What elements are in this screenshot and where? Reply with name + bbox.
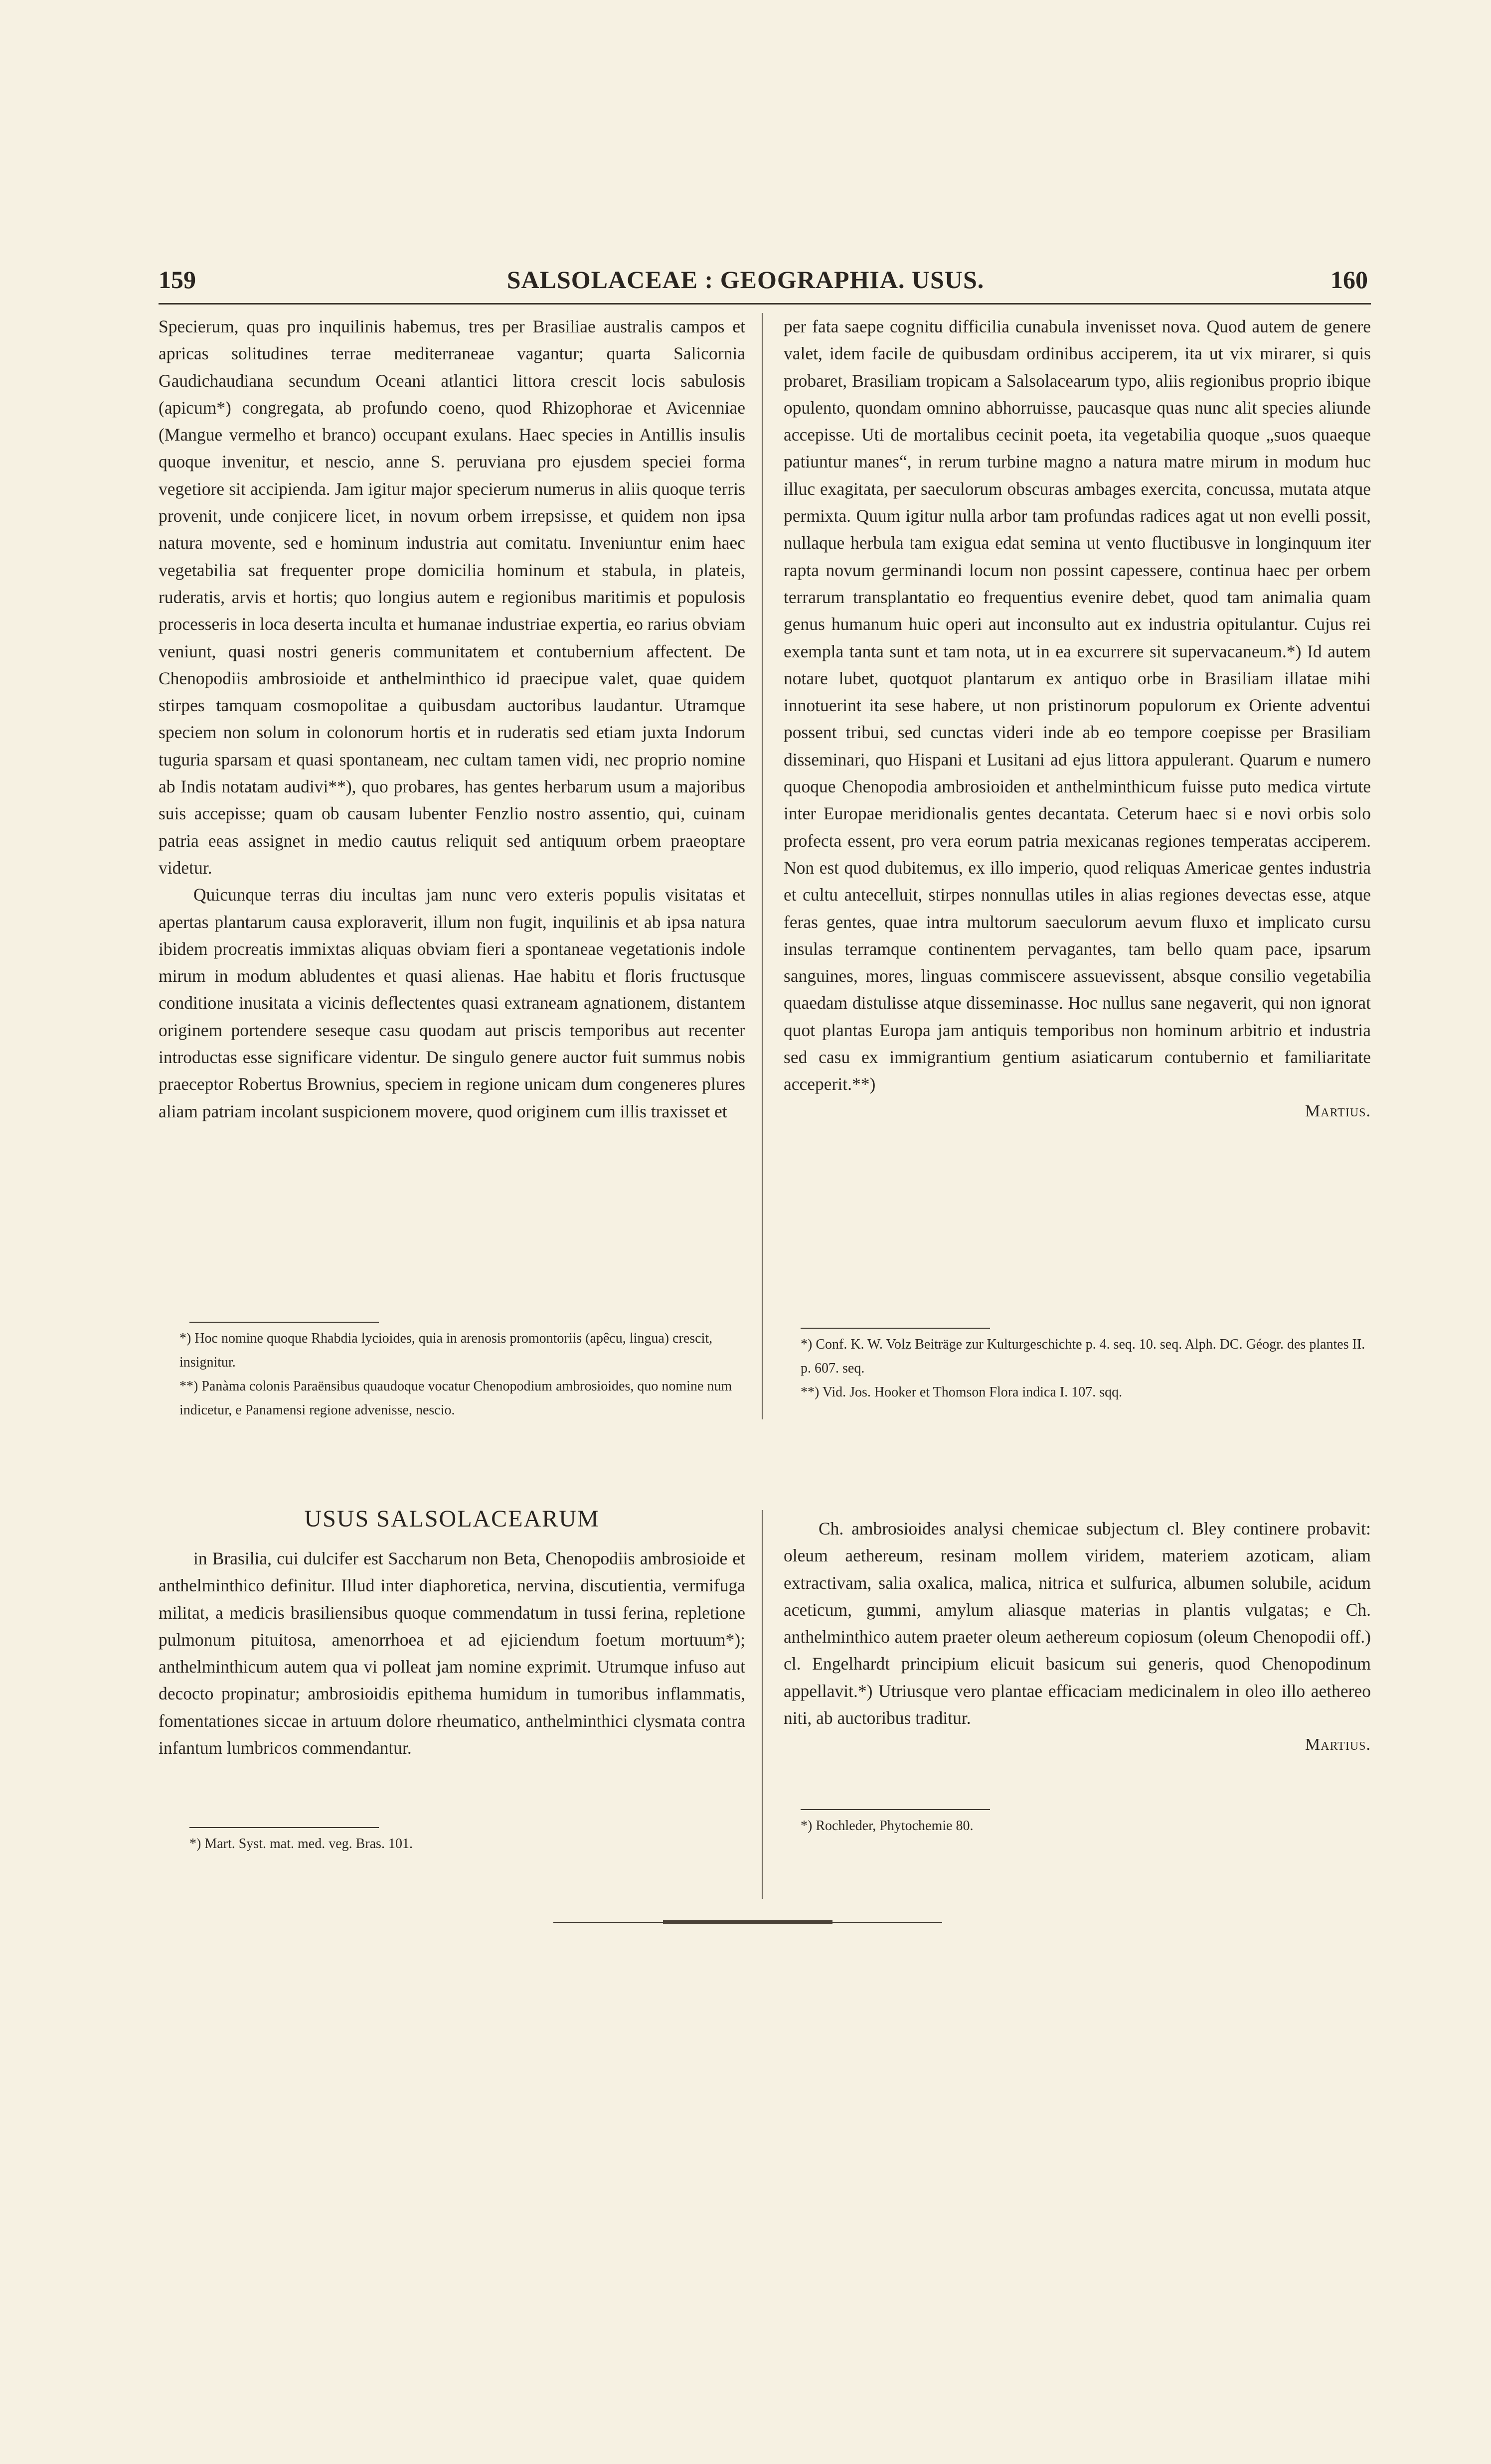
left-column-text	[159, 313, 745, 1125]
column-divider-lower	[762, 1510, 763, 1899]
page-number-right: 160	[1330, 266, 1368, 294]
right-footnotes	[801, 1333, 1369, 1404]
left-footnotes	[179, 1327, 745, 1422]
running-title: SALSOLACEAE : GEOGRAPHIA. USUS.	[506, 266, 985, 294]
paragraph: per fata saepe cognitu difficilia cunabula invenisset nova. Quod autem de genere valet, idem facile de quibusdam ordinibus acciperem, ita ut vix mirarer, si quis probaret, Brasiliam tropicam a Salsolacearum typo, aliis regionibus proprio ibique opulento, quondam omnino abhorruisse, paucasque quas nunc alit species aliunde accepisse. Uti de mortalibus cecinit poeta, ita vegetabilia quoque „suos quaeque patiuntur manes“, in rerum turbine magno a natura matre mirum in modum huc illuc exagitata, per saeculorum obscuras ambages exercita, concussa, mutata atque permixta. Quum igitur nulla arbor tam profundas radices agat ut non evelli possit, nullaque herbula tam exigua edat semina ut vento fluctibusve in longinquum iter rapta novum germinandi locum non possint capessere, continua haec per orbem terrarum transplantatio eo frequentius evenire debet, quod tam animalia quam genus humanum huic operi aut inconsulto aut ex industria opitulantur. Cujus rei exempla tanta sunt et tam nota, ut in ea excurrere sit supervacaneum.*) Id autem notare lubet, quotquot plantarum ex antiquo orbe in Brasiliam illatae mihi innotuerint ita sese habere, ut non pristinorum populorum ex Oriente adventui possent tribui, sed cunctas videri inde ab eo tempore coepisse per Brasiliam disseminari, quo Hispani et Lusitani ad ejus littora appulerant. Quarum e numero quoque Chenopodia ambrosioiden et anthelminthicum fuisse puto medica virtute inter Europae meridionalis gentes decantata. Ceterum haec si e novi orbis solo profecta essent, pro vera eorum patria mexicanas regiones temperatas acciperem. Non est quod dubitemus, ex illo imperio, quod reliquas Americae gentes industria et cultu antecelluit, stirpes nonnullas utiles in alias regiones devectas esse, atque feras gentes, quae intra multorum saeculorum aevum fluxo et implicato cursu insulas terramque continentem pervagantes, tam bello quam pace, ipsarum sanguines, mores, linguas commiscere assuevissent, absque consilio vegetabilia quaedam distulisse atque disseminasse. Hoc nullus sane negaverit, qui non ignorat quot plantas Europa jam antiquis temporibus non hominum arbitrio et industria sed casu ex immigrantium gentium asiaticarum contubernio et familiaritate acceperit.**)	[784, 316, 1371, 1094]
footnote-rule-right	[801, 1328, 990, 1329]
footnote: *) Rochleder, Phytochemie 80.	[801, 1818, 974, 1834]
usus-left-text	[159, 1545, 745, 1761]
signature: Martius.	[1305, 1735, 1371, 1754]
usus-right-footnote	[801, 1814, 1369, 1838]
footnote: *) Conf. K. W. Volz Beiträge zur Kulturgeschichte p. 4. seq. 10. seq. Alph. DC. Géogr. des plantes II. p. 607. seq.	[801, 1337, 1365, 1376]
usus-footnote-rule-right	[801, 1809, 990, 1810]
page-number-left: 159	[159, 266, 196, 294]
footnote: *) Mart. Syst. mat. med. veg. Bras. 101.	[189, 1836, 413, 1851]
right-column-text	[784, 313, 1371, 1125]
closing-rule-thick	[663, 1920, 832, 1924]
signature: Martius.	[1305, 1101, 1371, 1120]
paragraph: in Brasilia, cui dulcifer est Saccharum non Beta, Chenopodiis ambrosioide et anthelminthico definitur. Illud inter diaphoretica, nervina, discutientia, vermifuga militat, a medicis brasiliensibus quoque commendatum in tussi ferina, repletione pulmonum pituitosa, amenorrhoea et ad ejiciendum foetum mortuum*); anthelminthicum autem qua vi polleat jam nomine exprimit. Utrumque infuso aut decocto propinatur; ambrosioidis epithema humidum in tumoribus inflammatis, fomentationes siccae in artuum dolore rheumatico, anthelminthici clysmata contra infantum lumbricos commendantur.	[159, 1548, 745, 1758]
paragraph: Quicunque terras diu incultas jam nunc vero exteris populis visitatas et apertas plantarum causa exploraverit, illum non fugit, inquilinis et ab ipsa natura ibidem procreatis immixtas aliquas obviam fieri a spontaneae vegetationis indole mirum in modum abludentes et quasi alienas. Hae habitu et floris fructusque conditione inusitata a vicinis deflectentes quasi extraneam agnationem, distantem originem portendere seseque casu quodam aut priscis temporibus aut recenter introductas esse significare videntur. De singulo genere auctor fuit summus nobis praeceptor Robertus Brownius, speciem in regione unicam dum congeneres plures aliam patriam incolant suspicionem movere, quod originem cum illis traxisset et	[159, 885, 745, 1121]
column-divider-upper	[762, 313, 763, 1419]
footnote-rule-left	[189, 1322, 379, 1323]
header-rule	[159, 303, 1371, 305]
paragraph: Specierum, quas pro inquilinis habemus, tres per Brasiliae australis campos et apricas solitudines terrae mediterraneae vagantur; quarta Salicornia Gaudichaudiana secundum Oceani atlantici littora crescit locis sabulosis (apicum*) congregata, ab profundo coeno, quod Rhizophorae et Avicenniae (Mangue vermelho et branco) occupant exulans. Haec species in Antillis insulis quoque invenitur, et nescio, anne S. peruviana pro ejusdem speciei forma vegetiore sit accipienda. Jam igitur major specierum numerus in aliis quoque terris provenit, unde conjicere licet, in novum orbem irrepsisse, et quidem non ipsa natura movente, sed e hominum industria aut comitatu. Inveniuntur enim haec vegetabilia sat frequenter prope domicilia hominum et stabula, in plateis, ruderatis, arvis et hortis; quo longius autem e regionibus maritimis et populosis processeris in loca deserta inculta et humanae industriae expertia, eo rarius obviam veniunt, quasi nostri generis communitatem et contubernium affectent. De Chenopodiis ambrosioide et anthelminthico id praecipue valet, quae quidem stirpes tamquam cosmopolitae a quibusdam auctoribus laudantur. Utramque speciem non solum in colonorum hortis et in ruderatis sed etiam juxta Indorum tuguria sparsam et quasi spontaneam, nec cultam tamen vidi, nec proprio nomine ab Indis notatam audivi**), quo probares, has gentes herbarum usum a majoribus suis accepisse; quam ob causam lubenter Fenzlio nostro assentio, qui, cuinam patria eeas assignet in medio cautus reliquit sed antiquum orbem praeoptare videtur.	[159, 316, 745, 878]
footnote: *) Hoc nomine quoque Rhabdia lycioides, quia in arenosis promontoriis (apêcu, lingua) crescit, insignitur.	[179, 1331, 713, 1370]
usus-footnote-rule-left	[189, 1827, 379, 1828]
section-title: USUS SALSOLACEARUM	[304, 1506, 600, 1532]
usus-right-text	[784, 1515, 1371, 1759]
paragraph: Ch. ambrosioides analysi chemicae subjectum cl. Bley continere probavit: oleum aethereum, resinam mollem viridem, materiem azoticam, aliam extractivam, salia oxalica, malica, nitrica et sulfurica, albumen solubile, acidum aceticum, gummi, amylum aliasque materias in plantis vulgatas; e Ch. anthelminthico autem praeter oleum aethereum copiosum (oleum Chenopodii off.) cl. Engelhardt principium elicuit basicum sui generis, quod Chenopodinum appellavit.*) Utriusque vero plantae efficaciam medicinalem in oleo illo aethereo niti, ab auctoribus traditur.	[784, 1519, 1371, 1728]
footnote: **) Vid. Jos. Hooker et Thomson Flora indica I. 107. sqq.	[801, 1385, 1123, 1400]
footnote: **) Panàma colonis Paraënsibus quaudoque vocatur Chenopodium ambrosioides, quo nomine num indicetur, e Panamensi regione advenisse, nescio.	[179, 1379, 732, 1418]
usus-left-footnote	[189, 1832, 745, 1856]
